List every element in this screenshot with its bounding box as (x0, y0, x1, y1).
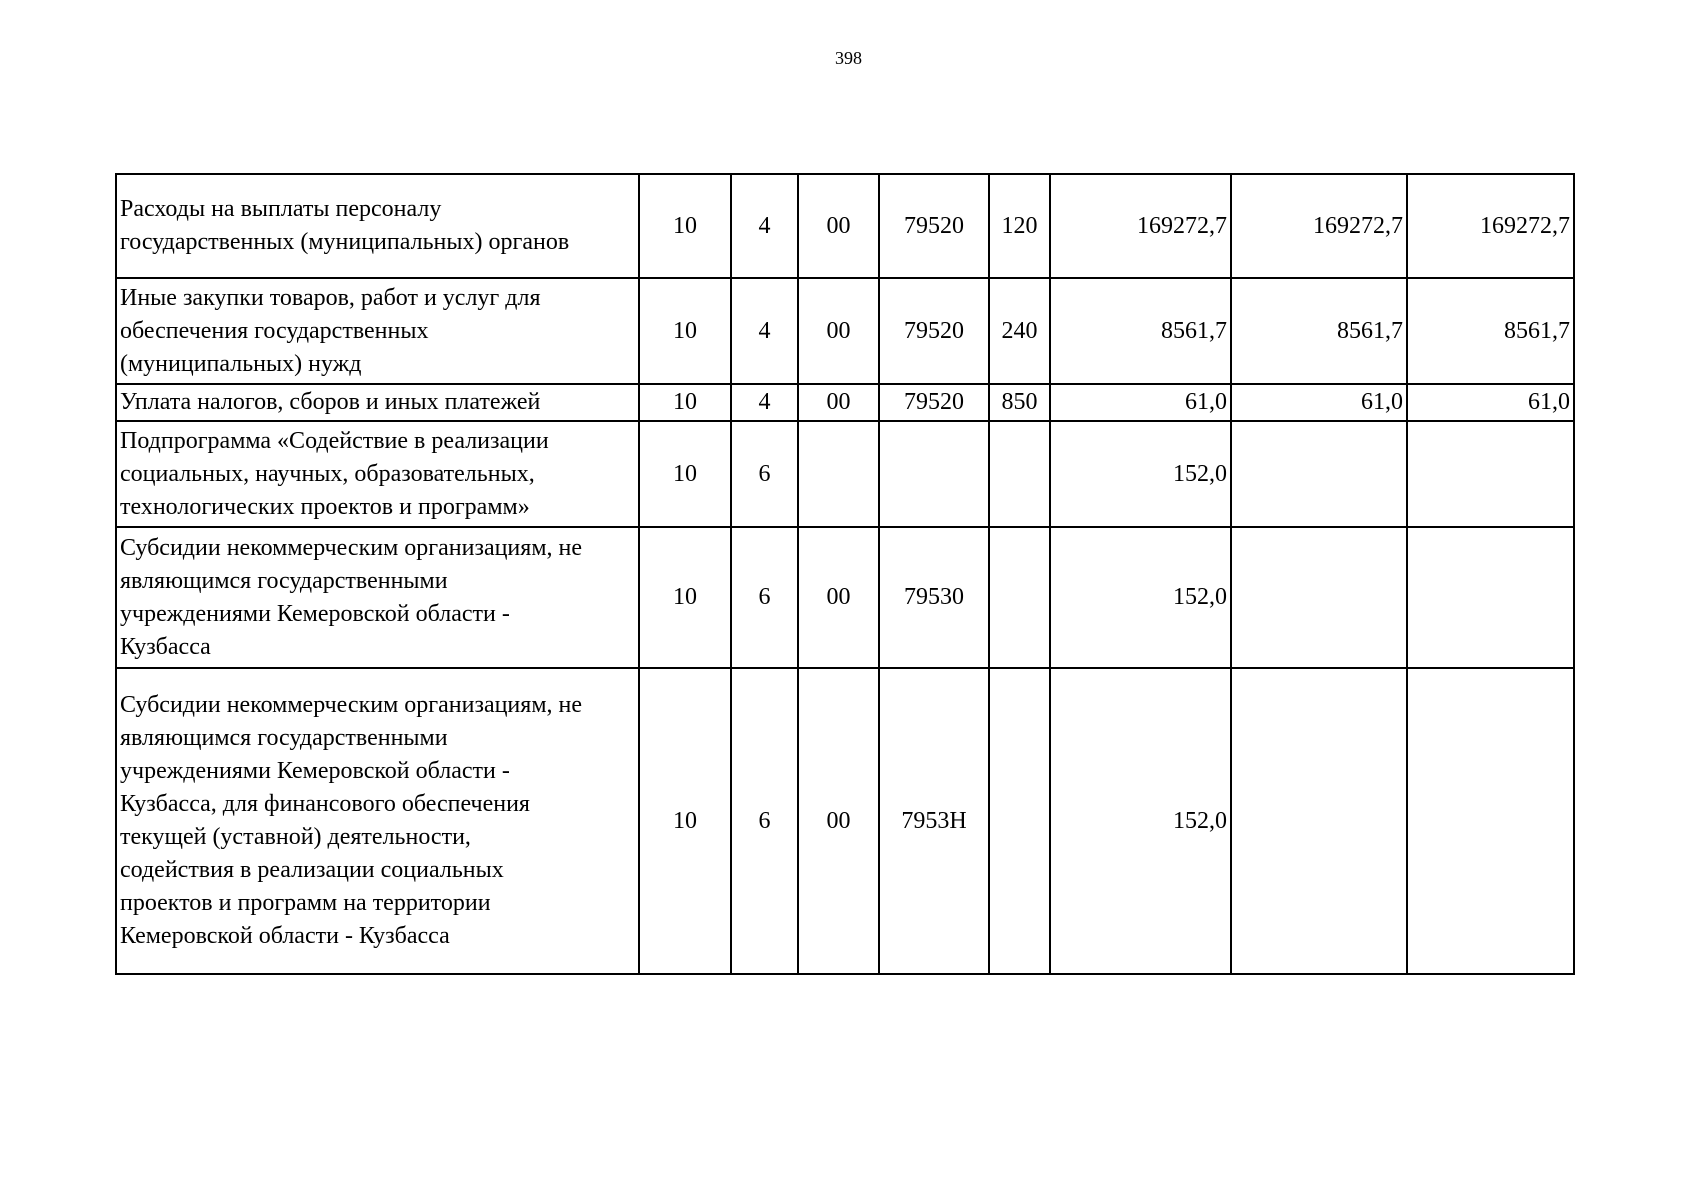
expense-type-cell (989, 421, 1050, 527)
row-name-line: Уплата налогов, сборов и иных платежей (120, 389, 541, 415)
amount-year-2-cell (1231, 421, 1407, 527)
table-row (116, 278, 1574, 384)
section-cell: 10 (639, 384, 731, 421)
subsection-cell: 4 (731, 278, 798, 384)
expense-type-cell: 240 (989, 278, 1050, 384)
row-name-cell (116, 421, 639, 527)
amount-year-2-cell (1231, 527, 1407, 668)
table-row (116, 668, 1574, 974)
section-cell: 10 (639, 527, 731, 668)
expense-type-cell: 120 (989, 174, 1050, 278)
table-row (116, 384, 1574, 421)
table-row (116, 174, 1574, 278)
amount-year-3-cell (1407, 527, 1574, 668)
amount-year-1-cell: 152,0 (1050, 421, 1231, 527)
row-name-line: (муниципальных) нужд (120, 350, 362, 377)
section-cell: 10 (639, 421, 731, 527)
row-name-line: Кузбасса (120, 633, 211, 660)
program-code-cell: 00 (798, 384, 879, 421)
amount-year-1-cell: 8561,7 (1050, 278, 1231, 384)
amount-year-1-cell: 61,0 (1050, 384, 1231, 421)
amount-year-3-cell (1407, 668, 1574, 974)
row-name-line: государственных (муниципальных) органов (120, 229, 570, 255)
page-number: 398 (835, 48, 862, 68)
row-name-line: являющимся государственными (120, 725, 448, 751)
section-cell: 10 (639, 278, 731, 384)
budget-table (115, 173, 1575, 975)
subsection-cell: 6 (731, 668, 798, 974)
subsection-cell: 6 (731, 527, 798, 668)
row-name-line: текущей (уставной) деятельности, (120, 824, 471, 850)
table-row (116, 421, 1574, 527)
row-name-line: Расходы на выплаты персоналу (120, 196, 442, 222)
expense-type-cell (989, 527, 1050, 668)
table-row (116, 527, 1574, 668)
direction-code-cell (879, 421, 989, 527)
amount-year-3-cell: 61,0 (1407, 384, 1574, 421)
row-name-line: социальных, научных, образовательных, (120, 460, 535, 487)
direction-code-cell: 79520 (879, 278, 989, 384)
row-name-cell (116, 278, 639, 384)
amount-year-3-cell: 8561,7 (1407, 278, 1574, 384)
row-name-line: обеспечения государственных (120, 317, 429, 344)
section-cell: 10 (639, 668, 731, 974)
amount-year-2-cell: 169272,7 (1231, 174, 1407, 278)
amount-year-1-cell: 169272,7 (1050, 174, 1231, 278)
row-name-line: учреждениями Кемеровской области - (120, 600, 510, 627)
program-code-cell: 00 (798, 668, 879, 974)
row-name-line: проектов и программ на территории (120, 890, 491, 916)
amount-year-1-cell: 152,0 (1050, 668, 1231, 974)
row-name-line: Иные закупки товаров, работ и услуг для (120, 284, 541, 311)
row-name-line: технологических проектов и программ» (120, 493, 530, 520)
amount-year-2-cell (1231, 668, 1407, 974)
row-name-line: учреждениями Кемеровской области - (120, 758, 510, 784)
row-name-cell (116, 384, 639, 421)
amount-year-1-cell: 152,0 (1050, 527, 1231, 668)
row-name-line: Субсидии некоммерческим организациям, не (120, 534, 582, 561)
row-name-line: содействия в реализации социальных (120, 857, 504, 883)
section-cell: 10 (639, 174, 731, 278)
program-code-cell: 00 (798, 174, 879, 278)
row-name-cell (116, 527, 639, 668)
direction-code-cell: 79530 (879, 527, 989, 668)
expense-type-cell: 850 (989, 384, 1050, 421)
row-name-cell (116, 668, 639, 974)
amount-year-2-cell: 8561,7 (1231, 278, 1407, 384)
row-name-line: Кемеровской области - Кузбасса (120, 923, 450, 949)
amount-year-2-cell: 61,0 (1231, 384, 1407, 421)
amount-year-3-cell (1407, 421, 1574, 527)
program-code-cell: 00 (798, 278, 879, 384)
row-name-line: Субсидии некоммерческим организациям, не (120, 692, 582, 718)
row-name-line: являющимся государственными (120, 567, 448, 594)
subsection-cell: 4 (731, 174, 798, 278)
subsection-cell: 4 (731, 384, 798, 421)
row-name-line: Кузбасса, для финансового обеспечения (120, 791, 530, 817)
direction-code-cell: 7953Н (879, 668, 989, 974)
program-code-cell (798, 421, 879, 527)
program-code-cell: 00 (798, 527, 879, 668)
amount-year-3-cell: 169272,7 (1407, 174, 1574, 278)
expense-type-cell (989, 668, 1050, 974)
row-name-cell (116, 174, 639, 278)
direction-code-cell: 79520 (879, 174, 989, 278)
subsection-cell: 6 (731, 421, 798, 527)
row-name-line: Подпрограмма «Содействие в реализации (120, 427, 549, 454)
direction-code-cell: 79520 (879, 384, 989, 421)
